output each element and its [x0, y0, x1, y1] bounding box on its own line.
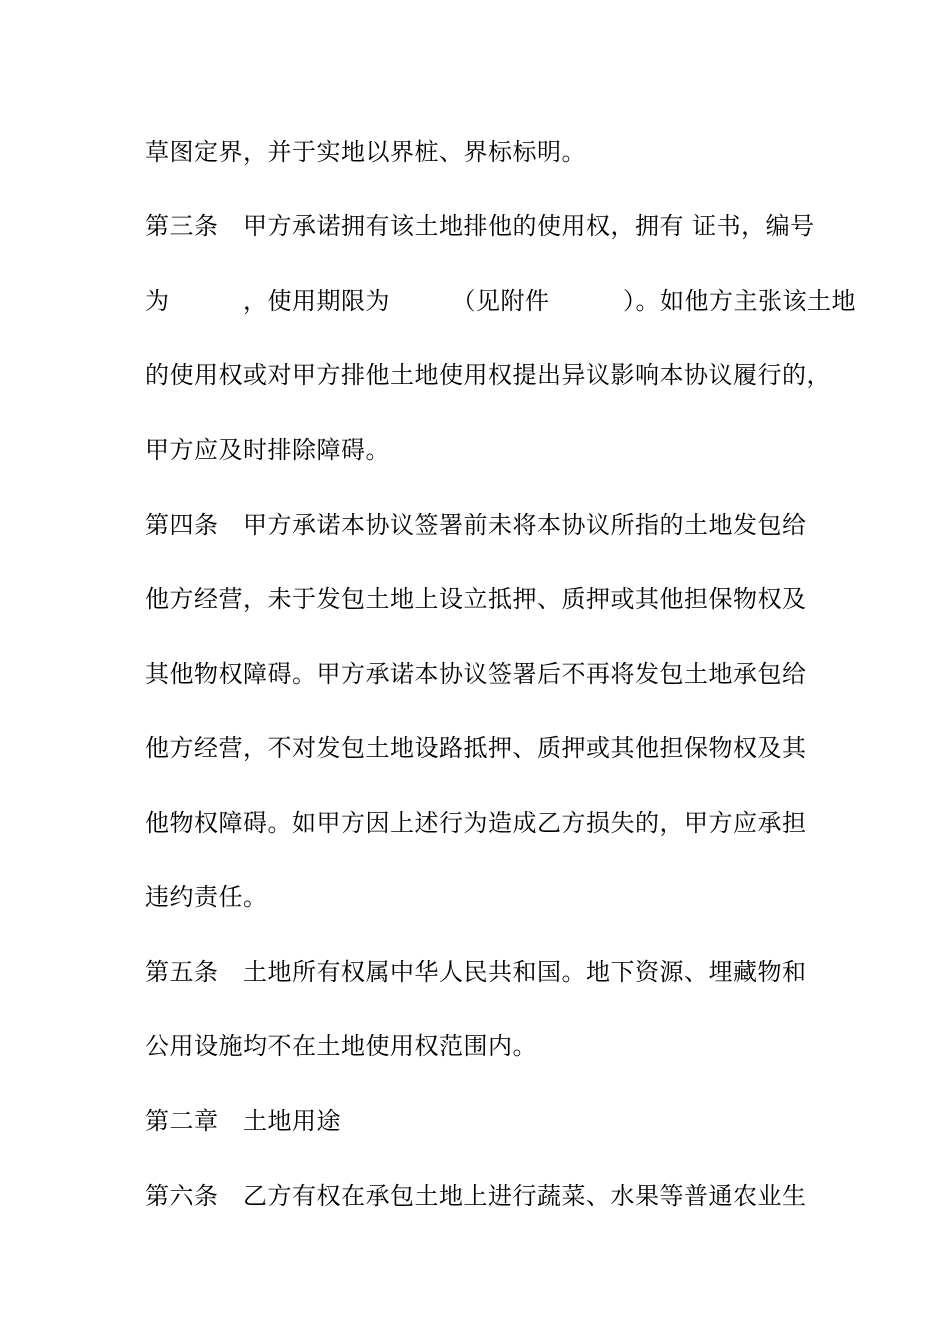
article-3-line: 第三条 甲方承诺拥有该土地排他的使用权，拥有 证书，编号 [145, 212, 815, 240]
chapter-heading: 第二章 土地用途 [145, 1107, 341, 1135]
article-4-line: 第四条 甲方承诺本协议签署前未将本协议所指的土地发包给 [145, 511, 807, 539]
text-line: 草图定界，并于实地以界桩、界标标明。 [145, 138, 586, 166]
article-6-line: 第六条 乙方有权在承包土地上进行蔬菜、水果等普通农业生 [145, 1182, 807, 1210]
text-line: 他物权障碍。如甲方因上述行为造成乙方损失的，甲方应承担 [145, 809, 807, 837]
text-line: 的使用权或对甲方排他土地使用权提出异议影响本协议履行的， [145, 361, 831, 389]
text-line: 违约责任。 [145, 883, 268, 911]
text-line: 公用设施均不在土地使用权范围内。 [145, 1032, 537, 1060]
article-5-line: 第五条 土地所有权属中华人民共和国。地下资源、埋藏物和 [145, 958, 807, 986]
text-line: 他方经营，不对发包土地设路抵押、质押或其他担保物权及其 [145, 734, 807, 762]
text-line: 为 ，使用期限为 （见附件 ）。如他方主张该土地 [145, 287, 856, 315]
text-line: 他方经营，未于发包土地上设立抵押、质押或其他担保物权及 [145, 585, 807, 613]
text-line: 甲方应及时排除障碍。 [145, 436, 390, 464]
text-line: 其他物权障碍。甲方承诺本协议签署后不再将发包土地承包给 [145, 660, 807, 688]
